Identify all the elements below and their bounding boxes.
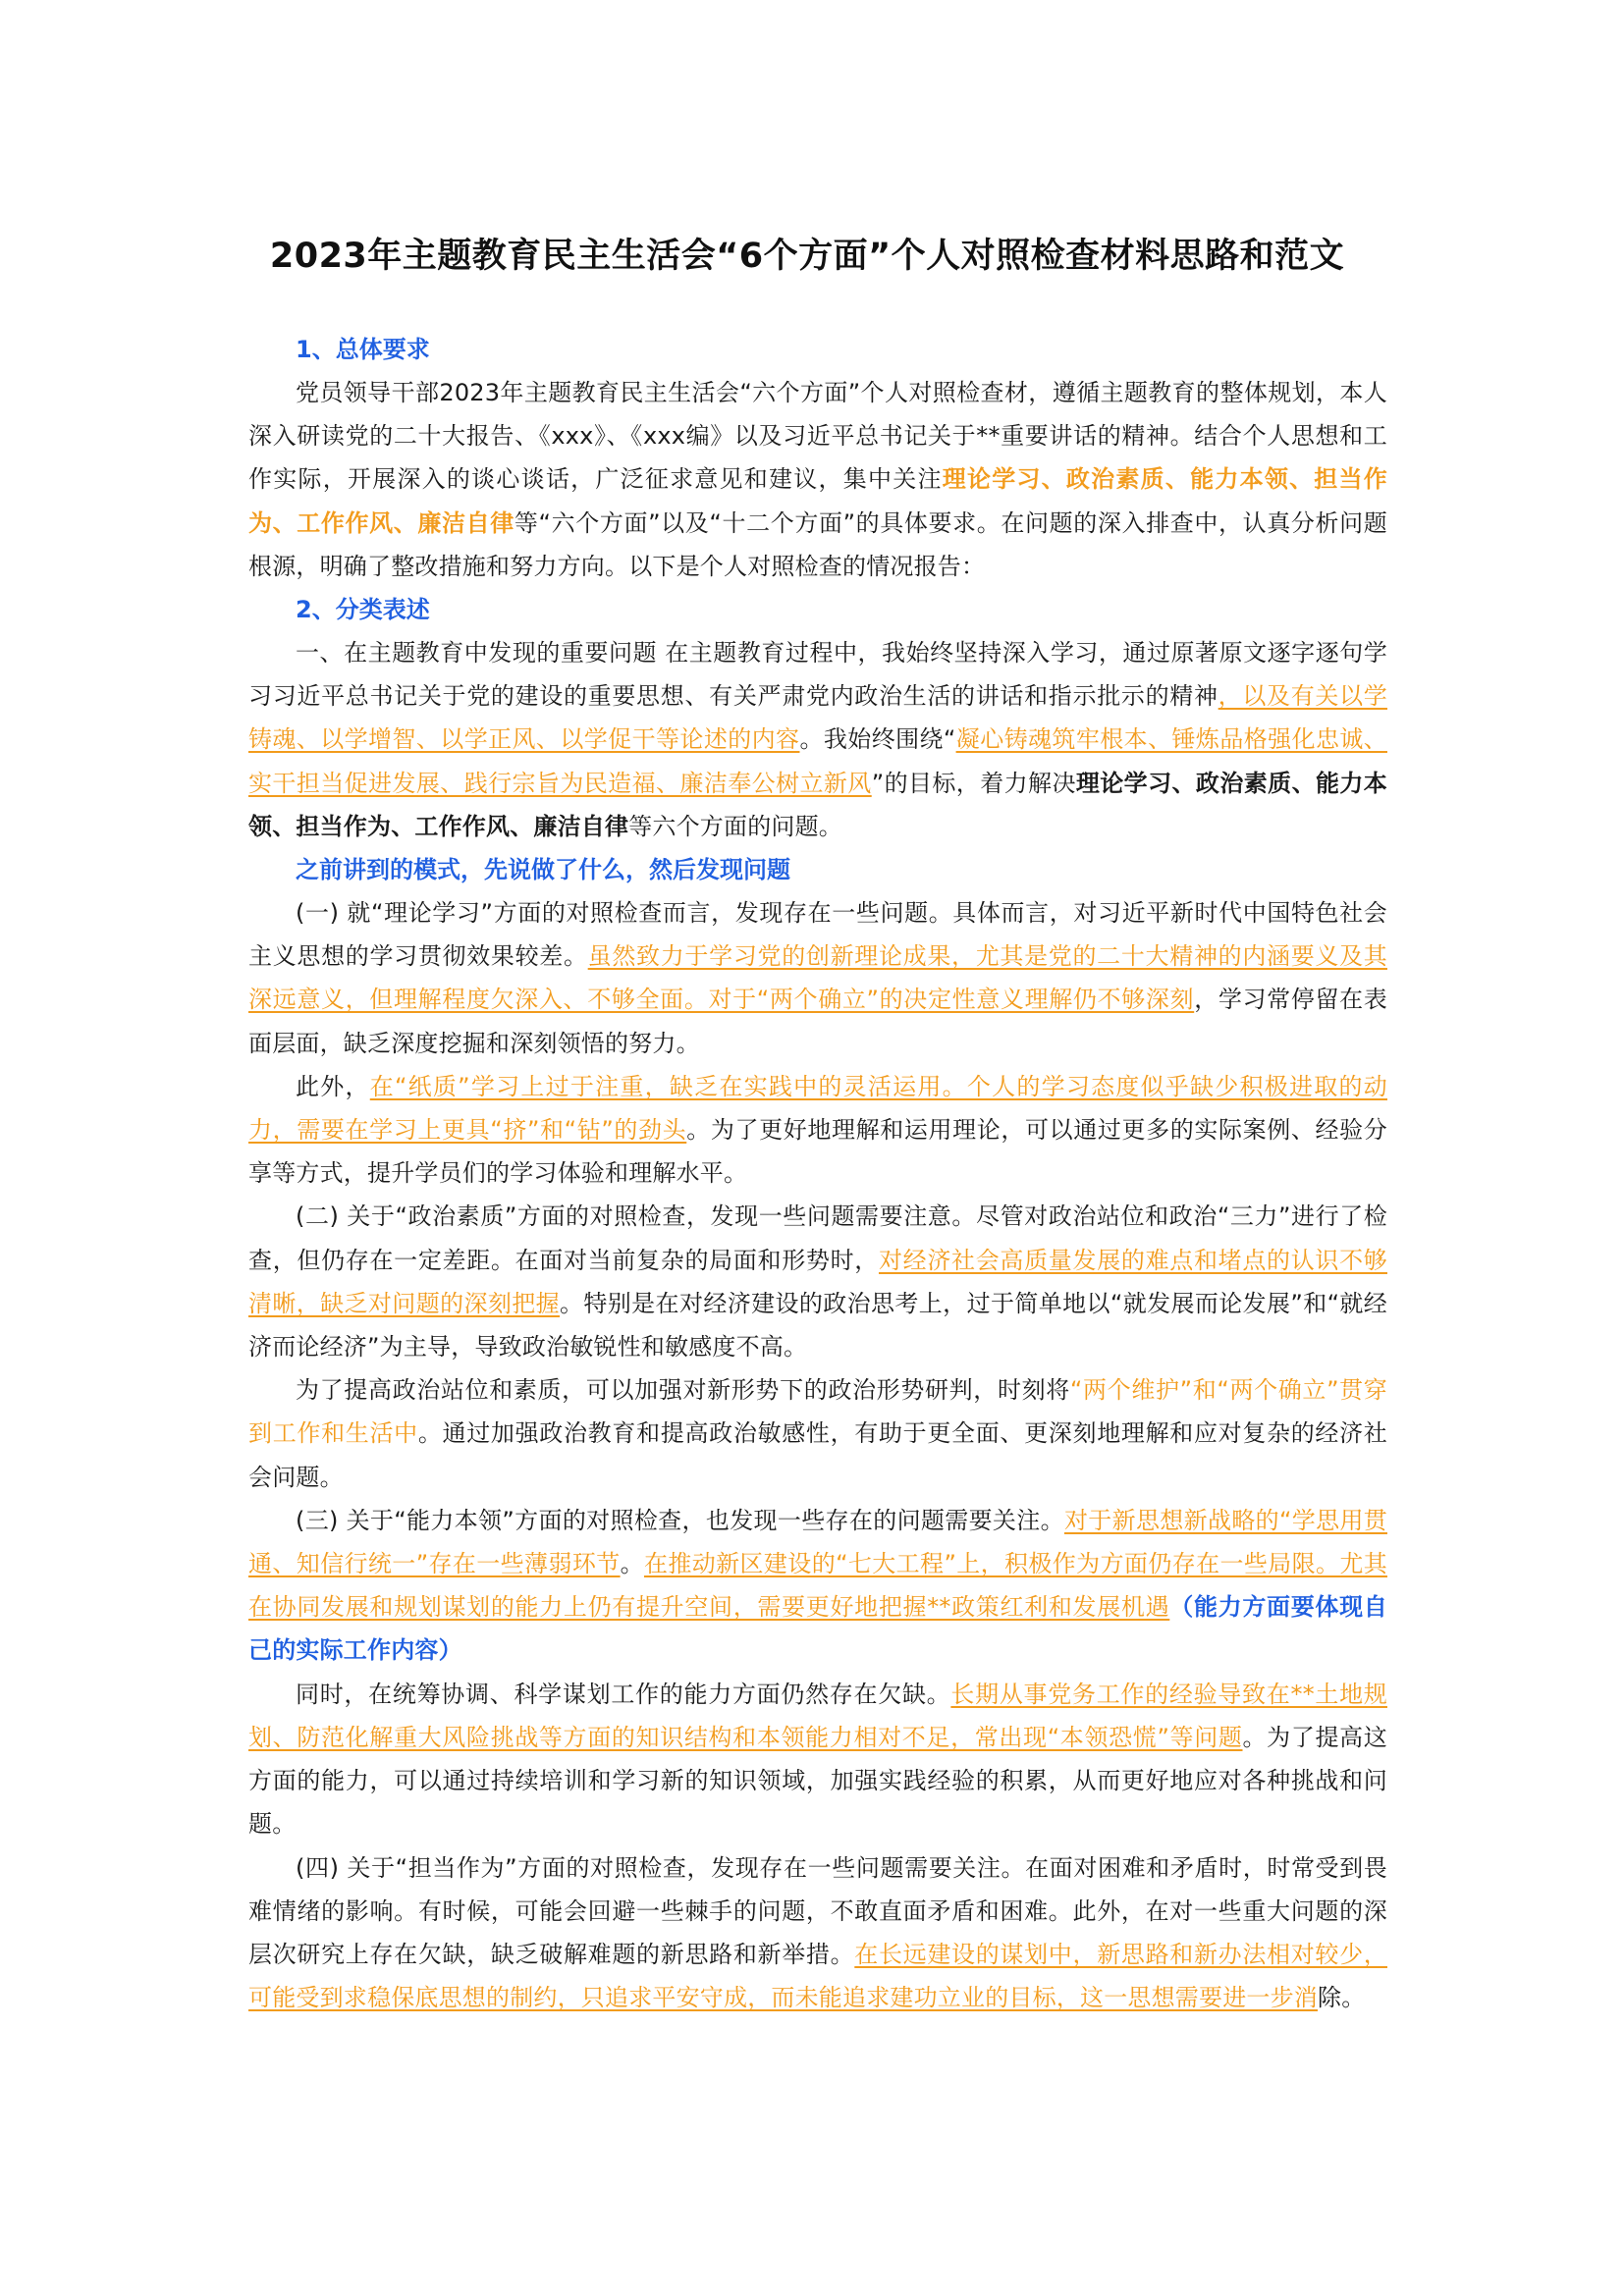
document-page — [248, 232, 1387, 2019]
text-segment: (一) 就“理论学习”方面的对照检查而言，发现存在一些问题。具体而言，对习近平新时代中国特色社会主义思想的学习贯彻效果较差。 — [248, 899, 1387, 971]
note-ability-content: （能力方面要体现自己的实际工作内容） — [248, 1593, 1387, 1665]
highlighted-two-safeguards: “两个维护”和“两个确立”贯穿到工作和生活中 — [248, 1376, 1388, 1448]
highlighted-economic-understanding: 对经济社会高质量发展的难点和堵点的认识不够清晰，缺乏对问题的深刻把握 — [248, 1246, 1387, 1317]
paragraph-political-quality — [248, 1195, 1387, 1368]
text-segment: 同时，在统筹协调、科学谋划工作的能力方面仍然存在欠缺。 — [296, 1680, 951, 1708]
highlighted-weak-links: 对于新思想新战略的“学思用贯通、知信行统一”存在一些薄弱环节 — [248, 1506, 1387, 1578]
text-segment: ，学习常停留在表面层面，缺乏深度挖掘和深刻领悟的努力。 — [248, 986, 1387, 1057]
text-segment: 等“六个方面”以及“十二个方面”的具体要求。在问题的深入排查中，认真分析问题根源，明确了整改措施和努力方向。以下是个人对照检查的情况报告： — [248, 508, 1387, 580]
text-segment: 等六个方面的问题。 — [628, 812, 843, 840]
text-segment: 。为了更好地理解和运用理论，可以通过更多的实际案例、经验分享等方式，提升学员们的学习体验和理解水平。 — [248, 1116, 1387, 1188]
text-segment: 。特别是在对经济建设的政治思考上，过于简单地以“就发展而论发展”和“就经济而论经济”为主导，导致政治敏锐性和敏感度不高。 — [248, 1289, 1387, 1362]
highlighted-six-aspects: 理论学习、政治素质、能力本领、担当作为、工作作风、廉洁自律 — [248, 465, 1387, 537]
text-segment: (二) 关于“政治素质”方面的对照检查，发现一些问题需要注意。尽管对政治站位和政治“三力”进行了检查，但仍存在一定差距。在面对当前复杂的局面和形势时， — [248, 1202, 1387, 1274]
bold-six-aspects: 理论学习、政治素质、能力本领、担当作为、工作作风、廉洁自律 — [248, 769, 1387, 840]
text-segment: 一、在主题教育中发现的重要问题 在主题教育过程中，我始终坚持深入学习，通过原著原文逐字逐句学习习近平总书记关于党的建设的重要思想、有关严肃党内政治生活的讲话和指示批示的精神 — [248, 639, 1387, 711]
text-segment: (三) 关于“能力本领”方面的对照检查，也发现一些存在的问题需要关注。 — [296, 1506, 1064, 1534]
highlighted-study-content: ，以及有关以学铸魂、以学增智、以学正风、以学促干等论述的内容 — [248, 682, 1388, 754]
highlighted-seven-projects: 在推动新区建设的“七大工程”上，积极作为方面仍存在一些局限。尤其在协同发展和规划谋划的能力上仍有提升空间，需要更好地把握**政策红利和发展机遇 — [248, 1550, 1388, 1622]
highlighted-goals: 凝心铸魂筑牢根本、锤炼品格强化忠诚、实干担当促进发展、践行宗旨为民造福、廉洁奉公树立新风 — [248, 725, 1387, 797]
document-title: 2023年主题教育民主生活会“6个方面”个人对照检查材料思路和范文 — [269, 237, 1345, 276]
highlighted-long-term-planning: 在长远建设的谋划中，新思路和新办法相对较少，可能受到求稳保底思想的制约，只追求平安守成，而未能追求建功立业的目标，这一思想需要进一步消 — [248, 1940, 1387, 2012]
text-segment: 除。 — [1318, 1984, 1366, 2012]
text-segment: 。为了提高这方面的能力，可以通过持续培训和学习新的知识领域，加强实践经验的积累，从而更好地应对各种挑战和问题。 — [248, 1723, 1388, 1839]
text-segment: 。通过加强政治教育和提高政治敏感性，有助于更全面、更深刻地理解和应对复杂的经济社会问题。 — [248, 1419, 1387, 1491]
text-segment: 党员领导干部2023年主题教育民主生活会“六个方面”个人对照检查材，遵循主题教育的整体规划，本人深入研读党的二十大报告、《xxx》、《xxx编》以及习近平总书记关于**重要讲话的精神。结合个人思想和工作实际，开展深入的谈心谈话，广泛征求意见和建议，集中关注 — [248, 379, 1387, 494]
highlighted-theory-issue: 虽然致力于学习党的创新理论成果，尤其是党的二十大精神的内涵要义及其深远意义，但理解程度欠深入、不够全面。对于“两个确立”的决定性意义理解仍不够深刻 — [248, 942, 1387, 1014]
text-segment: 。 — [620, 1550, 644, 1578]
section-heading-classified-statement: 2、分类表述 — [296, 596, 430, 624]
text-segment: (四) 关于“担当作为”方面的对照检查，发现存在一些问题需要关注。在面对困难和矛盾时，时常受到畏难情绪的影响。有时候，可能会回避一些棘手的问题，不敢直面矛盾和困难。此外，在对一些重大问题的深层次研究上存在欠缺，缺乏破解难题的新思路和新举措。 — [248, 1853, 1387, 1968]
highlighted-paper-study: 在“纸质”学习上过于注重，缺乏在实践中的灵活运用。个人的学习态度似乎缺少积极进取的动力，需要在学习上更具“挤”和“钻”的劲头 — [248, 1072, 1387, 1145]
paragraph-overall-requirements — [248, 371, 1387, 588]
paragraph-political-improvement — [248, 1368, 1387, 1499]
note-pattern: 之前讲到的模式，先说做了什么，然后发现问题 — [296, 856, 790, 884]
paragraph-responsibility — [248, 1846, 1387, 2020]
paragraph-theory-study — [248, 891, 1387, 1065]
paragraph-ability-coordination — [248, 1673, 1387, 1846]
paragraph-ability — [248, 1499, 1387, 1673]
paragraph-theory-study-additional — [248, 1065, 1387, 1196]
text-segment: 为了提高政治站位和素质，可以加强对新形势下的政治形势研判，时刻将 — [296, 1376, 1070, 1405]
text-segment: 此外， — [296, 1072, 370, 1100]
section-heading-overall-requirements: 1、总体要求 — [296, 336, 430, 363]
highlighted-skill-panic: 长期从事党务工作的经验导致在**土地规划、防范化解重大风险挑战等方面的知识结构和本领能力相对不足，常出现“本领恐慌”等问题 — [248, 1680, 1387, 1751]
text-segment: 。我始终围绕“ — [799, 725, 956, 754]
text-segment: ”的目标，着力解决 — [871, 769, 1076, 797]
paragraph-important-issues — [248, 631, 1387, 848]
